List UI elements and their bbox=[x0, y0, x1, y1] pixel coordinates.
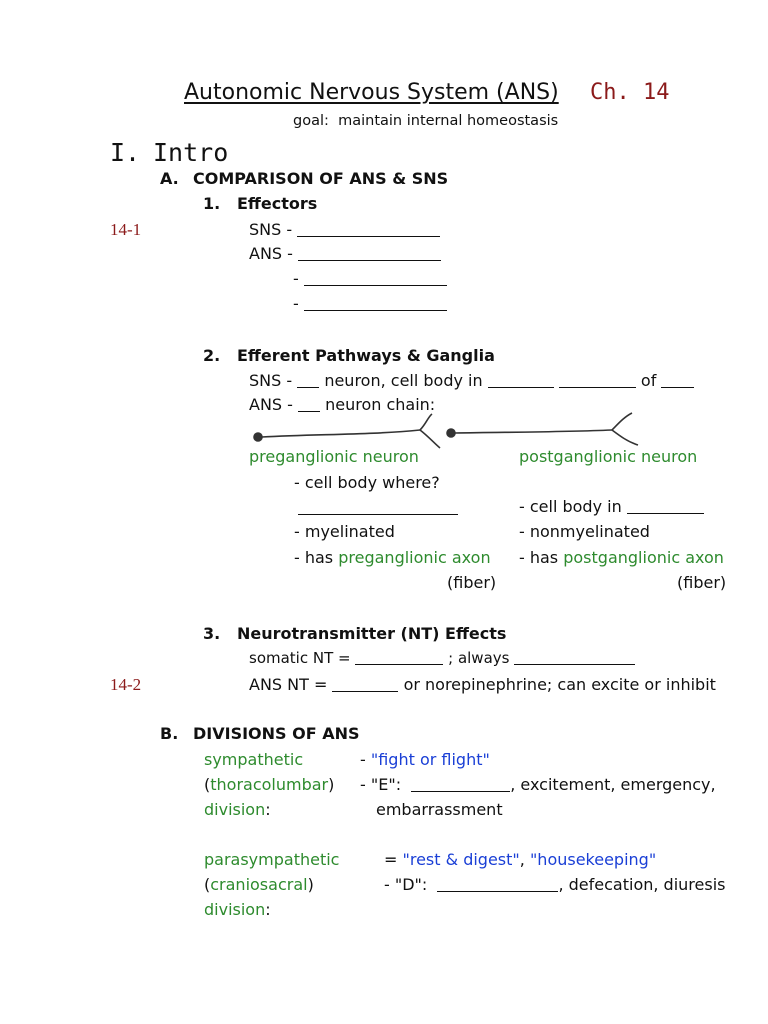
sympathetic-e-line bbox=[360, 777, 716, 793]
sns-text-of: of bbox=[635, 371, 662, 390]
fight-or-flight-line bbox=[360, 752, 490, 768]
figure-ref-14-2: 14-2 bbox=[110, 675, 142, 694]
blank-line bbox=[304, 284, 447, 286]
comma: , bbox=[519, 850, 530, 869]
parasympathetic-label: parasympathetic bbox=[204, 850, 340, 869]
blank-line bbox=[437, 890, 558, 892]
item-2-number: 2. bbox=[203, 346, 221, 365]
subsection-b-title: DIVISIONS OF ANS bbox=[193, 724, 360, 743]
ans-nt-label: ANS NT = bbox=[249, 675, 333, 694]
somatic-nt-label: somatic NT = bbox=[249, 649, 356, 667]
d-text: , defecation, diuresis bbox=[558, 875, 726, 894]
ans-nt-line bbox=[249, 677, 716, 693]
post-axon-line bbox=[519, 550, 724, 566]
effectors-ans-line bbox=[249, 246, 441, 262]
equals: = bbox=[384, 850, 403, 869]
post-nonmyelinated: - nonmyelinated bbox=[519, 522, 650, 541]
dash: - bbox=[293, 294, 304, 313]
has-text: - has bbox=[294, 548, 339, 567]
section-number: I. bbox=[110, 138, 141, 167]
effectors-sns-label: SNS - bbox=[249, 220, 298, 239]
subsection-b-label: B. bbox=[160, 724, 179, 743]
pre-myelinated: - myelinated bbox=[294, 522, 395, 541]
sympathetic-label: sympathetic bbox=[204, 750, 304, 769]
post-cell-body bbox=[519, 499, 704, 515]
sns-label: SNS - bbox=[249, 371, 298, 390]
fight-or-flight-phrase: "fight or flight" bbox=[370, 750, 490, 769]
somatic-nt-text: ; always bbox=[443, 649, 515, 667]
e-text: , excitement, emergency, bbox=[510, 775, 716, 794]
item-2-title: Efferent Pathways & Ganglia bbox=[237, 346, 495, 365]
rest-and-digest-phrase: "rest & digest" bbox=[402, 850, 520, 869]
blank-line bbox=[355, 663, 443, 665]
blank-line bbox=[411, 790, 510, 792]
effectors-ans-extra-1 bbox=[293, 271, 447, 287]
blank-line bbox=[297, 235, 440, 237]
sns-text: neuron, cell body in bbox=[319, 371, 488, 390]
blank-line bbox=[559, 386, 636, 388]
blank-line bbox=[332, 690, 398, 692]
paren: ) bbox=[328, 775, 335, 794]
division-term: division bbox=[204, 900, 266, 919]
goal-text: goal: maintain internal homeostasis bbox=[293, 113, 559, 129]
has-text: - has bbox=[519, 548, 564, 567]
colon: : bbox=[265, 800, 271, 819]
page-title: Autonomic Nervous System (ANS) bbox=[184, 80, 559, 105]
ans-text: neuron chain: bbox=[320, 395, 436, 414]
craniosacral-term: craniosacral bbox=[210, 875, 308, 894]
blank-line bbox=[297, 386, 319, 388]
ans-label: ANS - bbox=[249, 395, 299, 414]
blank-line bbox=[661, 386, 694, 388]
item-1-number: 1. bbox=[203, 194, 221, 213]
sympathetic-alt-name bbox=[204, 777, 334, 793]
figure-ref-14-1: 14-1 bbox=[110, 220, 142, 239]
item-3-title: Neurotransmitter (NT) Effects bbox=[237, 624, 507, 643]
postganglionic-neuron-drawing bbox=[447, 413, 638, 445]
postganglionic-axon-term: postganglionic axon bbox=[563, 548, 724, 567]
preganglionic-neuron-drawing bbox=[254, 414, 440, 448]
parasympathetic-alt-name bbox=[204, 877, 314, 893]
preganglionic-neuron-label: preganglionic neuron bbox=[249, 447, 419, 466]
ans-nt-text: or norepinephrine; can excite or inhibit bbox=[398, 675, 716, 694]
thoracolumbar-term: thoracolumbar bbox=[210, 775, 329, 794]
subsection-a-label: A. bbox=[160, 169, 179, 188]
effectors-ans-label: ANS - bbox=[249, 244, 299, 263]
blank-line bbox=[627, 512, 704, 514]
colon: : bbox=[265, 900, 271, 919]
preganglionic-axon-term: preganglionic axon bbox=[338, 548, 491, 567]
somatic-nt-line bbox=[249, 651, 635, 666]
rest-and-digest-line bbox=[384, 852, 656, 868]
parasympathetic-division-word bbox=[204, 902, 271, 918]
paren: ( bbox=[204, 775, 211, 794]
pre-axon-line bbox=[294, 550, 491, 566]
chapter-label: Ch. 14 bbox=[590, 80, 670, 105]
postganglionic-neuron-label: postganglionic neuron bbox=[519, 447, 698, 466]
pre-cell-body-blank bbox=[298, 500, 458, 516]
parasympathetic-d-line bbox=[384, 877, 725, 893]
blank-line bbox=[304, 309, 447, 311]
effectors-sns-line bbox=[249, 222, 440, 238]
sympathetic-e-continuation: embarrassment bbox=[376, 800, 503, 819]
blank-line bbox=[514, 663, 635, 665]
sympathetic-division-word bbox=[204, 802, 271, 818]
item-1-title: Effectors bbox=[237, 194, 318, 213]
effectors-ans-extra-2 bbox=[293, 296, 447, 312]
dash: - bbox=[360, 750, 371, 769]
blank-line bbox=[298, 513, 458, 515]
subsection-a-title: COMPARISON OF ANS & SNS bbox=[193, 169, 449, 188]
paren: ( bbox=[204, 875, 211, 894]
item-3-number: 3. bbox=[203, 624, 221, 643]
d-label: - "D": bbox=[384, 875, 438, 894]
blank-line bbox=[488, 386, 554, 388]
e-label: - "E": bbox=[360, 775, 412, 794]
section-heading: Intro bbox=[153, 138, 229, 167]
pathways-sns-line bbox=[249, 373, 694, 389]
pre-cell-body-question: - cell body where? bbox=[294, 473, 440, 492]
housekeeping-phrase: "housekeeping" bbox=[529, 850, 657, 869]
pre-fiber: (fiber) bbox=[447, 573, 497, 592]
division-term: division bbox=[204, 800, 266, 819]
dash: - bbox=[293, 269, 304, 288]
post-cell-body-text: - cell body in bbox=[519, 497, 627, 516]
blank-line bbox=[298, 259, 441, 261]
paren: ) bbox=[307, 875, 314, 894]
post-fiber: (fiber) bbox=[677, 573, 727, 592]
